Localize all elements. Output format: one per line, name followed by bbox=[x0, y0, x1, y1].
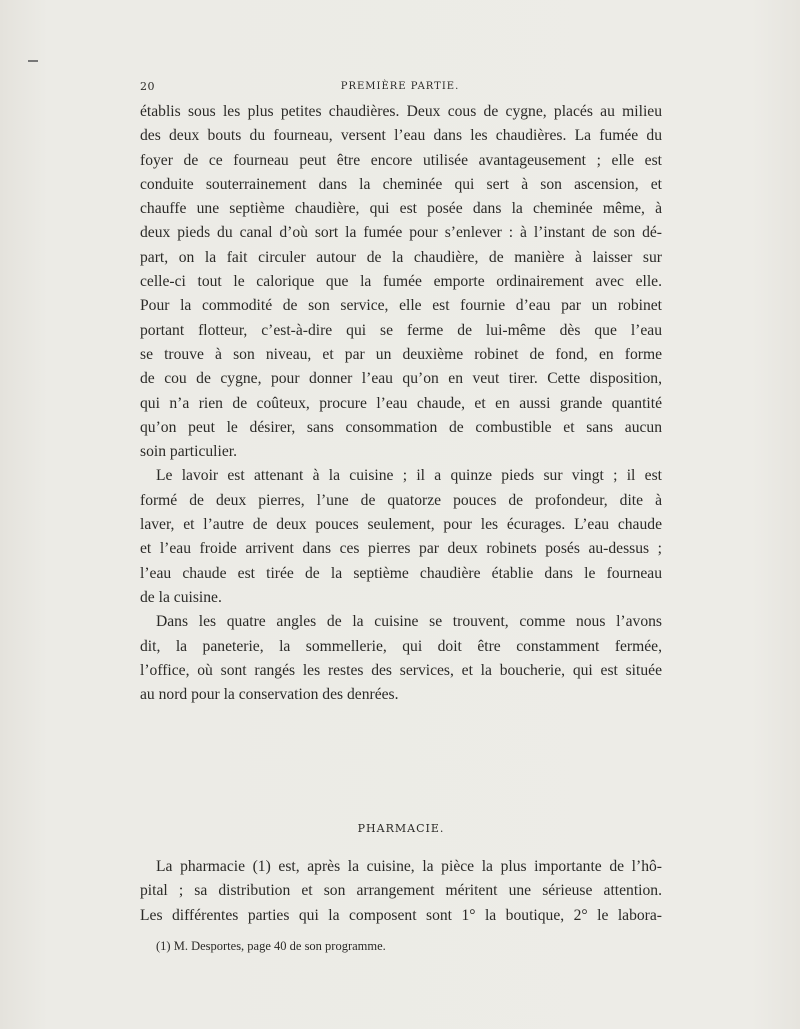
text-line: des deux bouts du fourneau, versent l’eau dans les chaudières. La fumée du bbox=[140, 127, 662, 145]
body-text bbox=[140, 100, 662, 707]
running-head: PREMIÈRE PARTIE. bbox=[340, 81, 460, 92]
text-line: soin particulier. bbox=[140, 443, 238, 461]
page-header bbox=[140, 80, 660, 98]
text-line: de cou de cygne, pour donner l’eau qu’on en veut tirer. Cette disposition, bbox=[140, 370, 662, 388]
footnote: (1) M. Desportes, page 40 de son programme. bbox=[156, 939, 386, 953]
text-line: formé de deux pierres, l’une de quatorze pouces de profondeur, dite à bbox=[140, 491, 662, 509]
text-line: chauffe une septième chaudière, qui est posée dans la cheminée même, à bbox=[140, 200, 662, 218]
section-text bbox=[140, 855, 662, 928]
text-line: deux pieds du canal d’où sort la fumée pour s’enlever : à l’instant de son dé- bbox=[140, 224, 662, 242]
text-line: de la cuisine. bbox=[140, 588, 222, 606]
margin-mark bbox=[28, 60, 38, 62]
text-line: qui n’a rien de coûteux, procure l’eau chaude, et en aussi grande quantité bbox=[140, 394, 662, 412]
text-line: La pharmacie (1) est, après la cuisine, la pièce la plus importante de l’hô- bbox=[156, 858, 662, 875]
text-line: Pour la commodité de son service, elle est fournie d’eau par un robinet bbox=[140, 297, 662, 315]
text-line: qu’on peut le désirer, sans consommation de combustible et sans aucun bbox=[140, 418, 662, 436]
text-line: l’office, où sont rangés les restes des services, et la boucherie, qui est située bbox=[140, 661, 662, 679]
text-line: Les différentes parties qui la composent sont 1° la boutique, 2° le labora- bbox=[140, 906, 662, 924]
text-line: laver, et l’autre de deux pouces seulement, pour les écurages. L’eau chaude bbox=[140, 516, 662, 534]
text-line: Dans les quatre angles de la cuisine se trouvent, comme nous l’avons bbox=[156, 613, 662, 631]
text-line: celle-ci tout le calorique que la fumée emporte ordinairement avec elle. bbox=[140, 273, 662, 291]
text-line: Le lavoir est attenant à la cuisine ; il a quinze pieds sur vingt ; il est bbox=[156, 467, 662, 485]
section-heading: PHARMACIE. bbox=[357, 822, 445, 835]
text-line: foyer de ce fourneau peut être encore utilisée avantageusement ; elle est bbox=[140, 151, 662, 169]
page-number: 20 bbox=[140, 80, 155, 93]
text-line: part, on la fait circuler autour de la chaudière, de manière à laisser sur bbox=[140, 248, 662, 266]
text-line: pital ; sa distribution et son arrangement méritent une sérieuse attention. bbox=[140, 882, 662, 900]
text-line: se trouve à son niveau, et par un deuxième robinet de fond, en forme bbox=[140, 345, 662, 363]
text-line: et l’eau froide arrivent dans ces pierres par deux robinets posés au-dessus ; bbox=[140, 540, 662, 558]
text-line: portant flotteur, c’est-à-dire qui se ferme de lui-même dès que l’eau bbox=[140, 321, 662, 339]
text-line: dit, la paneterie, la sommellerie, qui doit être constamment fermée, bbox=[140, 637, 662, 655]
text-line: conduite souterrainement dans la cheminée qui sert à son ascension, et bbox=[140, 175, 662, 193]
text-line: l’eau chaude est tirée de la septième chaudière établie dans le fourneau bbox=[140, 564, 662, 582]
text-line: établis sous les plus petites chaudières. Deux cous de cygne, placés au milieu bbox=[140, 103, 662, 120]
text-line: au nord pour la conservation des denrées. bbox=[140, 686, 399, 704]
